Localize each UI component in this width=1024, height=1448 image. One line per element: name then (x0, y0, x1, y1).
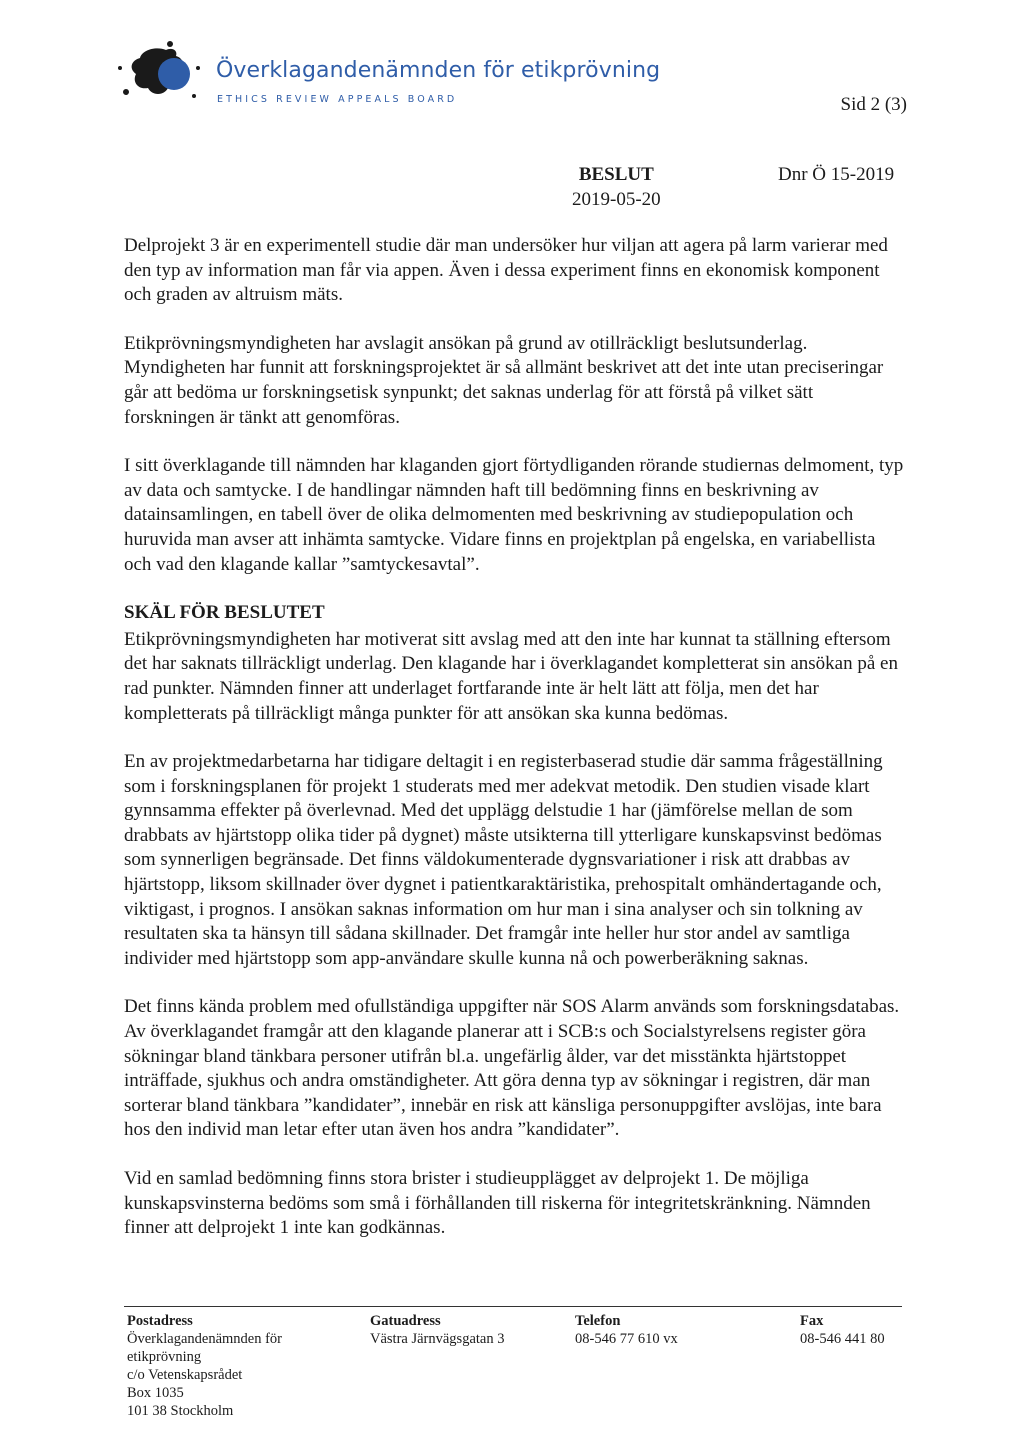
footer-line: etikprövning (127, 1349, 202, 1365)
page-number: Sid 2 (3) (840, 94, 907, 115)
paragraph: Delprojekt 3 är en experimentell studie där man undersöker hur viljan att agera på larm varierar med den typ av information man får via appen. Även i dessa experiment finns en ekonomisk komponent och graden av altruism mäts. (124, 235, 888, 306)
footer-street-address (370, 1312, 504, 1348)
paragraph: Det finns kända problem med ofullständiga uppgifter när SOS Alarm används som forskningsdatabas. Av överklagandet framgår att den klagande planerar att i SCB:s och Socialstyrelsens register göra sökningar bland tänkbara personer utifrån bl.a. ungefärlig ålder, var det misstänkta hjärtstoppet inträffade, sjukhus och andra omständigheter. Att göra denna typ av sökningar i registren, där man sorterar bland tänkbara ”kandidater”, innebär en risk att känsliga personuppgifter avslöjas, inte bara hos den individ man letar efter utan även hos andra ”kandidater”. (124, 996, 900, 1141)
paragraph: Etikprövningsmyndigheten har motiverat sitt avslag med att den inte har kunnat ta ställning eftersom det har saknats tillräckligt underlag. Den klagande har i överklagandet kompletterat sin ansökan på en rad punkter. Nämnden finner att underlaget fortfarande inte är helt lätt att följa, men det har kompletterats på tillräckligt många punkter för att ansökan ska kunna bedömas. (124, 628, 898, 724)
logo-splash-icon (118, 41, 200, 98)
logo-blue-circle (158, 58, 190, 90)
paragraph: I sitt överklagande till nämnden har klaganden gjort förtydliganden rörande studiernas delmoment, typ av data och samtycke. I de handlingar nämnden haft till bedömning finns en beskrivning av datainsamlingen, en tabell över de olika delmomenten med beskrivning av studiepopulation och huruvida man avser att inhämta samtycke. Vidare finns en projektplan på engelska, en variabellista och vad den klagande kallar ”samtyckesavtal”. (124, 455, 904, 575)
footer-label: Postadress (127, 1313, 193, 1329)
footer-line: Box 1035 (127, 1385, 184, 1401)
decision-block (572, 162, 661, 212)
footer-phone (575, 1312, 678, 1348)
footer-line: 08-546 441 80 (800, 1331, 885, 1347)
footer-line: Västra Järnvägsgatan 3 (370, 1331, 505, 1347)
org-name: Överklagandenämnden för etikprövning (216, 58, 661, 83)
document-body (124, 234, 904, 1265)
paragraph: Etikprövningsmyndigheten har avslagit ansökan på grund av otillräckligt beslutsunderlag. Myndigheten har funnit att forskningsprojektet är så allmänt beskrivet att det inte utan preciseringar går att bedöma ur forskningsetisk synpunkt; det saknas underlag för att förstå på vilket sätt forskningen är tänkt att genomföras. (124, 332, 884, 428)
footer-line: 101 38 Stockholm (127, 1403, 234, 1419)
logo-dot (196, 66, 200, 70)
logo-dot (123, 89, 129, 95)
paragraph: En av projektmedarbetarna har tidigare deltagit i en registerbaserad studie där samma frågeställning som i forskningsplanen för projekt 1 studerats med mer adekvat metodik. Den studien visade klart gynnsamma effekter på överlevnad. Med det upplägg delstudie 1 har (jämförelse mellan de som drabbats av hjärtstopp olika tider på dygnet) måste utsikterna till ytterligare kunskapsvinst bedömas som synnerligen begränsade. Det finns väldokumenterade dygnsvariationer i risk att drabbas av hjärtstopp, liksom skillnader över dygnet i patientkaraktäristika, prehospitalt omhändertagande och, viktigast, i prognos. I ansökan saknas information om hur man i sina analyser och sin tolkning av resultaten ska ta hänsyn till sådana skillnader. Det framgår inte heller hur stor andel av samtliga individer med hjärtstopp som app-användare skulle kunna nå och powerberäkning saknas. (124, 751, 883, 969)
footer-label: Fax (800, 1313, 824, 1329)
footer-postal-address (127, 1312, 282, 1420)
footer-line: c/o Vetenskapsrådet (127, 1367, 243, 1383)
logo-dot (118, 66, 122, 70)
case-number: Dnr Ö 15-2019 (778, 164, 895, 185)
logo-dot (192, 94, 196, 98)
footer-fax (800, 1312, 885, 1348)
footer-line: 08-546 77 610 vx (575, 1331, 678, 1347)
decision-title: BESLUT (578, 164, 654, 185)
paragraph: Vid en samlad bedömning finns stora brister i studieupplägget av delprojekt 1. De möjliga kunskapsvinsterna bedöms som små i förhållanden till riskerna för integritetskränkning. Nämnden finner att delprojekt 1 inte kan godkännas. (124, 1168, 871, 1239)
footer-divider (124, 1306, 902, 1307)
decision-date: 2019-05-20 (572, 189, 661, 210)
section-heading: SKÄL FÖR BESLUTET (124, 602, 325, 624)
org-subtitle: ETHICS REVIEW APPEALS BOARD (217, 94, 458, 105)
footer-label: Telefon (575, 1313, 621, 1329)
ethics-board-logo (112, 38, 204, 108)
footer-label: Gatuadress (370, 1313, 441, 1329)
footer-line: Överklagandenämnden för (127, 1331, 283, 1347)
logo-dot (167, 41, 173, 47)
